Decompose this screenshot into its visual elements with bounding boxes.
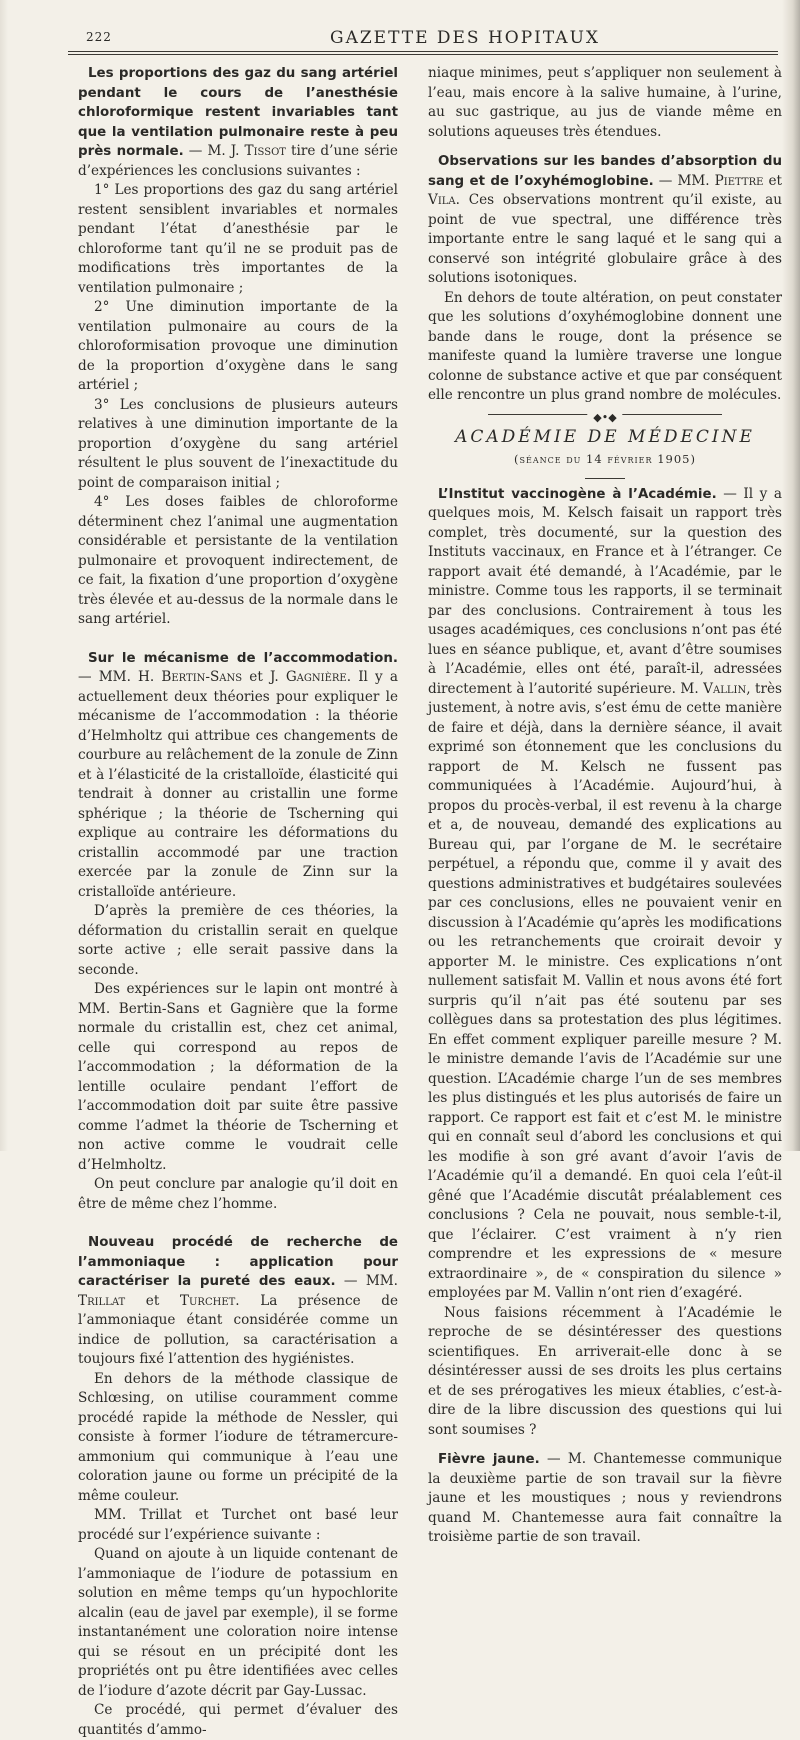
paragraph: 2° Une diminution importante de la ventilation pulmonaire au cours de la chloroformisation provoque une diminution de la proportion d’oxygène dans le sang artériel ; [78,299,398,393]
header-rule-bottom [68,54,778,55]
paragraph: 1° Les proportions des gaz du sang artériel restent sensiblent invariables et normales pendant l’état d’anesthésie par le chloroforme tant qu’il ne se produit pas de modifications très importantes de la ventilation pulmonaire ; [78,182,398,296]
paragraph: En dehors de toute altération, on peut constater que les solutions d’oxyhémoglobine donnent une bande dans le rouge, dont la présence se manifeste quand la lumière traverse une longue colonne de substance active et que par conséquent elle rencontre un plus grand nombre de molécules. [428,289,782,403]
paragraph: En dehors de la méthode classique de Schlœsing, on utilise couramment comme procédé rapide la méthode de Nessler, qui consiste à former l’iodure de tétramercure-ammonium qui communique à l’eau une coloration jaune ou forme un précipité de la même couleur. [78,1370,398,1504]
paragraph: 3° Les conclusions de plusieurs auteurs relatives à une diminution importante de la proportion d’oxygène du sang artériel résultent le plus souvent de l’inexactitude du point de comparaison initial ; [78,396,398,491]
paragraph: MM. Trillat et Turchet ont basé leur procédé sur l’expérience suivante : [78,1507,398,1543]
paragraph: D’après la première de ces théories, la déformation du cristallin serait en quelque sorte active ; elle serait passive dans la seconde. [78,903,398,978]
section-spacer [428,1440,782,1450]
article-title: Observations sur les bandes d’absorption du sang et de l’oxyhémoglobine. [428,154,782,189]
ornament-icon: ◆•◆ [587,408,622,428]
article-institut-vaccinogene: L’Institut vaccinogène à l’Académie. — Il y a quelques mois, M. Kelsch faisait un rapport très complet, très documenté, sur la question des Instituts vaccinaux, en France et à l’étranger. Ce rapport avait été demandé, à l’Académie, par le ministre. Comme tous les rapports, il se terminait par des conclusions. Contrairement à tous les usages académiques, ces conclusions n’ont pas été lues en séance publique, et, avant d’être soumises à l’Académie, elles ont été, paraît-il, adressées directement à l’autorité supérieure. M. Vallin, très justement, à notre avis, s’est ému de cette manière de faire et déjà, dans la dernière séance, il avait exprimé son étonnement que les conclusions du rapport de M. Kelsch ne fussent pas communiquées à l’Académie. Aujourd’hui, à propos du procès-verbal, il est revenu à la charge et a, de nouveau, demandé des explications au Bureau qui, par l’organe de M. le secrétaire perpétuel, a répondu que, comme il y avait des questions administratives et budgétaires soulevées par ces conclusions, elles ne pouvaient venir en discussion à l’Académie qu’après les modifications ou les retranchements que croirait devoir y apporter M. le ministre. Ces explications n’ont nullement satisfait M. Vallin et nous avons été fort surpris qu’il n’ait pas été soutenu par ses collègues dans sa protestation des plus légitimes. En effet comment expliquer pareille mesure ? M. le ministre demande l’avis de l’Académie sur une question. L’Académie charge l’un de ses membres les plus distingués et les plus autorisés de faire un rapport. Ce rapport est fait et c’est M. le ministre qui en connaît seul d’abord les conclusions et qui les modifie à son gré avant d’avoir l’avis de l’Académie qu’il a demandé. En quoi cela l’eût-il gêné que l’Académie discutât préalablement ces conclusions ? Cela ne pouvait, nous semble-t-il, que l’éclairer. C’est vraiment à n’y rien comprendre et les expressions de « mesure extraordinaire », de « conspiration du silence » employées par M. Vallin n’ont rien d’exagéré. [428,485,782,1301]
paragraph: Ce procédé, qui permet d’évaluer des quantités d’ammo- [78,1702,398,1738]
paragraph: Des expériences sur le lapin ont montré à MM. Bertin-Sans et Gagnière que la forme normale du cristallin est, chez cet animal, celle qui correspond au repos de l’accommodation ; la déformation de la lentille oculaire pendant l’effort de l’accommodation doit par suite être passive comme l’admet la théorie de Tscherning et non active comme le voudrait celle d’Helmholtz. [78,981,398,1173]
article-title: Fièvre jaune. [438,1452,540,1467]
page-edge-shadow-right [782,0,800,1151]
ornamental-divider [428,406,782,424]
short-rule [585,478,625,479]
section-spacer [78,1214,398,1233]
section-spacer [428,142,782,152]
paragraph: On peut conclure par analogie qu’il doit en être de même chez l’homme. [78,1176,398,1212]
author-name: Gagnière [285,669,347,685]
session-date: (séance du 14 février 1905) [514,452,696,466]
author-name: Trillat [78,1292,126,1309]
article-ammoniaque: Nouveau procédé de recherche de l’ammoniaque : application pour caractériser la pureté des eaux. — MM. Trillat et Turchet. La présence de l’ammoniaque étant considérée comme un indice de pollution, sa caractérisation a toujours fixé l’attention des hygiénistes. [78,1235,399,1367]
article-title: Sur le mécanisme de l’accommodation. [88,650,398,666]
author-name: Bertin-Sans [161,669,243,685]
paragraph-continued: niaque minimes, peut s’appliquer non seulement à l’eau, mais encore à la salive humaine, à l’urine, au suc gastrique, au jus de viande même en solutions aqueuses très étendues. [428,65,782,140]
author-name: Turchet [179,1292,236,1309]
page-number: 222 [86,30,112,44]
article-fievre-jaune: Fièvre jaune. — M. Chantemesse communique la deuxième partie de son travail sur la fièvre jaune et les moustiques ; nous y reviendrons quand M. Chantemesse aura fait connaître la troisième partie de son travail. [428,1451,782,1545]
author-name: Tissot [244,143,286,159]
article-title: Nouveau procédé de recherche de l’ammoniaque : application pour caractériser la pureté des eaux. [78,1235,398,1289]
header-rule-top [68,51,778,52]
running-title: GAZETTE DES HOPITAUX [330,28,601,48]
article-title: Les proportions des gaz du sang artériel pendant le cours de l’anesthésie chloroformique restent invariables tant que la ventilation pulmonaire reste à peu près normale. [78,66,398,159]
page-header [86,26,772,54]
section-heading-academie: ACADÉMIE DE MÉDECINE [455,426,755,447]
article-accommodation: Sur le mécanisme de l’accommodation. — MM. H. Bertin-Sans et J. Gagnière. Il y a actuellement deux théories pour expliquer le mécanisme de l’accommodation : la théorie d’Helmholtz qui attribue ces changements de courbure au relâchement de la zonule de Zinn et à l’élasticité de la cristalloïde, élasticité qui tendrait à donner au cristallin une forme sphérique ; la théorie de Tscherning qui explique au contraire les déformations du cristallin accommodé par une traction exercée par la zonule de Zinn sur la cristalloïde antérieure. [78,650,398,900]
paragraph: 4° Les doses faibles de chloroforme déterminent chez l’animal une augmentation considérable et persistante de la ventilation pulmonaire et provoquent indirectement, de ce fait, la fixation d’une proportion d’oxygène très élevée et au-dessus de la normale dans le sang artériel. [78,494,398,627]
article-anesthesie: Les proportions des gaz du sang artériel pendant le cours de l’anesthésie chloroformique restent invariables tant que la ventilation pulmonaire reste à peu près normale. — M. J. Tissot tire d’une série d’expériences les conclusions suivantes : [78,66,398,179]
left-column [78,64,398,1740]
article-oxyhemoglobine: Observations sur les bandes d’absorption du sang et de l’oxyhémoglobine. — MM. Piettre et Vila. Ces observations montrent qu’il existe, au point de vue spectral, une différence très importante entre le sang laqué et le sang qui a conservé son intégrité globulaire grâce à des solutions isotoniques. [428,154,782,286]
author-name: Piettre [714,172,764,189]
page-edge-shadow-left [0,0,8,1151]
section-spacer [78,630,398,649]
author-name: Vila [428,192,456,208]
paragraph: Nous faisions récemment à l’Académie le reproche de se désintéresser des questions scientifiques. En arriverait-elle donc à se désintéresser aussi de ses droits les plus certains et de ses prérogatives les mieux établies, c’est-à-dire de la libre discussion des questions qui lui sont soumises ? [428,1304,782,1438]
author-name: Vallin [703,680,747,697]
right-column [428,64,782,1548]
article-title: L’Institut vaccinogène à l’Académie. [438,486,717,502]
paragraph: Quand on ajoute à un liquide contenant de l’ammoniaque de l’iodure de potassium en solution en même temps qu’un hypochlorite alcalin (eau de javel par exemple), il se forme instantanément une coloration noire intense qui se résout en un précipité dont les propriétés ont pu être identifiées avec celles de l’iodure d’azote décrit par Gay-Lussac. [78,1546,398,1699]
